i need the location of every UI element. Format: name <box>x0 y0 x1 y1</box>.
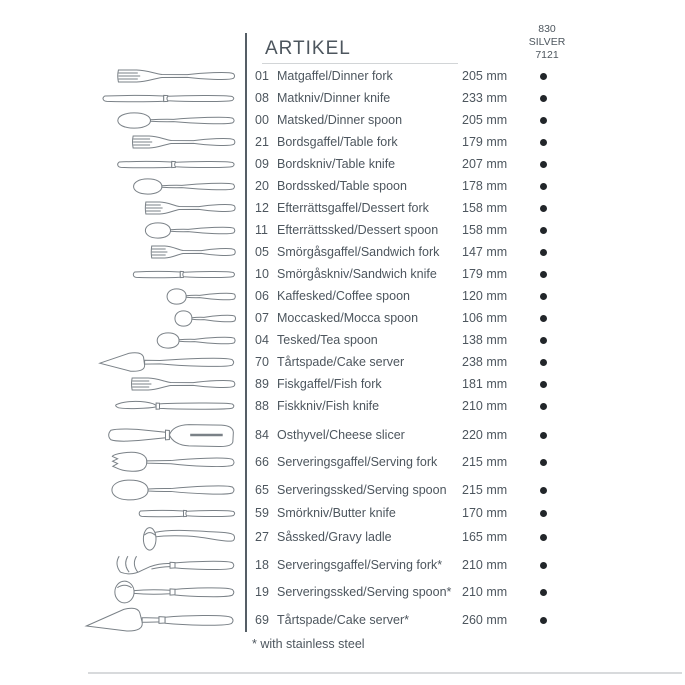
article-number: 18 <box>255 558 269 572</box>
table-row <box>0 153 685 175</box>
article-number: 27 <box>255 530 269 544</box>
cutlery-illustration-cell <box>0 221 247 240</box>
availability-dot <box>540 271 547 278</box>
availability-dot-cell <box>535 589 551 596</box>
article-length: 170 mm <box>462 506 508 520</box>
availability-dot-cell <box>535 432 551 439</box>
availability-dot <box>540 432 547 439</box>
article-number: 00 <box>255 113 269 127</box>
availability-dot <box>540 589 547 596</box>
availability-dot-cell <box>535 249 551 256</box>
article-name: Serveringssked/Serving spoon* <box>277 585 452 599</box>
availability-dot-cell <box>535 487 551 494</box>
availability-dot <box>540 617 547 624</box>
sandwich-knife-illustration <box>131 267 237 282</box>
article-name: Såssked/Gravy ladle <box>277 530 392 544</box>
cutlery-illustration-cell <box>0 309 247 328</box>
availability-dot <box>540 117 547 124</box>
article-number: 70 <box>255 355 269 369</box>
article-name: Efterrättsgaffel/Dessert fork <box>277 201 429 215</box>
availability-dot <box>540 562 547 569</box>
article-name: Osthyvel/Cheese slicer <box>277 428 405 442</box>
table-row <box>0 307 685 329</box>
sandwich-fork-illustration <box>150 242 237 262</box>
article-number: 07 <box>255 311 269 325</box>
availability-dot <box>540 487 547 494</box>
article-number: 84 <box>255 428 269 442</box>
series-code <box>513 23 581 62</box>
cutlery-illustration-cell <box>0 553 247 577</box>
article-length: 147 mm <box>462 245 508 259</box>
article-number: 05 <box>255 245 269 259</box>
availability-dot <box>540 161 547 168</box>
article-length: 158 mm <box>462 201 508 215</box>
table-row <box>0 87 685 109</box>
table-row <box>0 197 685 219</box>
article-name: Kaffesked/Coffee spoon <box>277 289 410 303</box>
availability-dot-cell <box>535 337 551 344</box>
serving-fork-steel-illustration <box>113 553 237 577</box>
availability-dot <box>540 459 547 466</box>
availability-dot-cell <box>535 534 551 541</box>
cutlery-illustration-cell <box>0 478 247 502</box>
availability-dot-cell <box>535 271 551 278</box>
cutlery-illustration-cell <box>0 157 247 172</box>
article-number: 65 <box>255 483 269 497</box>
availability-dot-cell <box>535 381 551 388</box>
availability-dot-cell <box>535 95 551 102</box>
article-length: 215 mm <box>462 483 508 497</box>
article-number: 59 <box>255 506 269 520</box>
butter-knife-illustration <box>137 506 237 521</box>
availability-dot <box>540 183 547 190</box>
cheese-slicer-illustration <box>107 422 237 448</box>
tea-spoon-illustration <box>156 331 237 350</box>
article-name: Matsked/Dinner spoon <box>277 113 403 127</box>
article-name: Bordskniv/Table knife <box>277 157 396 171</box>
article-name: Efterrättssked/Dessert spoon <box>277 223 439 237</box>
availability-dot-cell <box>535 459 551 466</box>
gravy-ladle-illustration <box>140 523 237 551</box>
article-name: Fiskgaffel/Fish fork <box>277 377 382 391</box>
serving-fork-illustration <box>110 450 237 474</box>
article-number: 08 <box>255 91 269 105</box>
cutlery-illustration-cell <box>0 422 247 448</box>
article-length: 238 mm <box>462 355 508 369</box>
article-name: Moccasked/Mocca spoon <box>277 311 419 325</box>
cutlery-illustration-cell <box>0 350 247 374</box>
bottom-rule <box>88 672 682 674</box>
article-number: 21 <box>255 135 269 149</box>
article-name: Fiskkniv/Fish knife <box>277 399 380 413</box>
article-number: 06 <box>255 289 269 303</box>
article-length: 260 mm <box>462 613 508 627</box>
article-length: 179 mm <box>462 135 508 149</box>
cutlery-illustration-cell <box>0 579 247 605</box>
availability-dot <box>540 73 547 80</box>
page-title: ARTIKEL <box>265 38 351 59</box>
article-name: Matkniv/Dinner knife <box>277 91 391 105</box>
article-number: 10 <box>255 267 269 281</box>
article-length: 138 mm <box>462 333 508 347</box>
table-row <box>0 65 685 87</box>
article-length: 207 mm <box>462 157 508 171</box>
availability-dot-cell <box>535 205 551 212</box>
article-length: 165 mm <box>462 530 508 544</box>
availability-dot <box>540 205 547 212</box>
table-row <box>0 263 685 285</box>
availability-dot-cell <box>535 359 551 366</box>
article-length: 215 mm <box>462 455 508 469</box>
article-length: 179 mm <box>462 267 508 281</box>
cutlery-illustration-cell <box>0 177 247 196</box>
article-name: Serveringsgaffel/Serving fork* <box>277 558 443 572</box>
coffee-spoon-illustration <box>166 287 237 306</box>
cutlery-illustration-cell <box>0 398 247 414</box>
cutlery-illustration-cell <box>0 198 247 218</box>
availability-dot <box>540 403 547 410</box>
availability-dot-cell <box>535 183 551 190</box>
availability-dot-cell <box>535 161 551 168</box>
article-number: 11 <box>255 223 268 237</box>
dinner-knife-illustration <box>100 91 237 106</box>
availability-dot <box>540 293 547 300</box>
cutlery-illustration-cell <box>0 242 247 262</box>
table-row <box>0 479 685 501</box>
availability-dot-cell <box>535 617 551 624</box>
article-length: 178 mm <box>462 179 508 193</box>
table-row <box>0 285 685 307</box>
serving-spoon-illustration <box>110 478 237 502</box>
fish-knife-illustration <box>113 398 237 414</box>
cutlery-illustration-cell <box>0 374 247 394</box>
cutlery-illustration-cell <box>0 331 247 350</box>
fish-fork-illustration <box>130 374 237 394</box>
availability-dot-cell <box>535 139 551 146</box>
dinner-spoon-illustration <box>116 111 237 130</box>
title-underline <box>262 63 458 64</box>
cutlery-illustration-cell <box>0 66 247 86</box>
availability-dot-cell <box>535 117 551 124</box>
article-length: 210 mm <box>462 399 508 413</box>
availability-dot-cell <box>535 510 551 517</box>
article-length: 205 mm <box>462 113 508 127</box>
article-number: 01 <box>255 69 269 83</box>
availability-dot-cell <box>535 403 551 410</box>
availability-dot-cell <box>535 227 551 234</box>
availability-dot <box>540 227 547 234</box>
article-name: Tårtspade/Cake server* <box>277 613 410 627</box>
table-row <box>0 451 685 473</box>
table-row <box>0 424 685 446</box>
cutlery-illustration-cell <box>0 506 247 521</box>
availability-dot-cell <box>535 73 551 80</box>
article-number: 12 <box>255 201 269 215</box>
article-length: 205 mm <box>462 69 508 83</box>
article-number: 89 <box>255 377 269 391</box>
article-name: Bordssked/Table spoon <box>277 179 407 193</box>
article-length: 106 mm <box>462 311 508 325</box>
table-row <box>0 581 685 603</box>
availability-dot-cell <box>535 315 551 322</box>
article-name: Smörkniv/Butter knife <box>277 506 396 520</box>
series-code-line3: 7121 <box>535 49 559 61</box>
article-name: Tårtspade/Cake server <box>277 355 405 369</box>
availability-dot <box>540 139 547 146</box>
article-table <box>0 65 685 631</box>
article-length: 158 mm <box>462 223 508 237</box>
availability-dot <box>540 510 547 517</box>
availability-dot <box>540 249 547 256</box>
table-row <box>0 609 685 631</box>
availability-dot <box>540 95 547 102</box>
cutlery-illustration-cell <box>0 287 247 306</box>
article-number: 04 <box>255 333 269 347</box>
article-length: 210 mm <box>462 585 508 599</box>
series-code-line2: SILVER <box>528 36 566 48</box>
table-row <box>0 554 685 576</box>
availability-dot <box>540 534 547 541</box>
article-length: 220 mm <box>462 428 508 442</box>
footnote: * with stainless steel <box>252 637 365 651</box>
cake-server-steel-illustration <box>84 605 237 635</box>
series-code-line1: 830 <box>538 23 556 35</box>
cutlery-illustration-cell <box>0 111 247 130</box>
table-row <box>0 351 685 373</box>
availability-dot-cell <box>535 562 551 569</box>
cutlery-illustration-cell <box>0 91 247 106</box>
table-row <box>0 502 685 524</box>
dessert-spoon-illustration <box>144 221 237 240</box>
table-row <box>0 329 685 351</box>
cake-server-illustration <box>97 350 237 374</box>
article-name: Bordsgaffel/Table fork <box>277 135 398 149</box>
table-row <box>0 395 685 417</box>
table-row <box>0 219 685 241</box>
cutlery-illustration-cell <box>0 523 247 551</box>
serving-spoon-steel-illustration <box>113 579 237 605</box>
table-row <box>0 373 685 395</box>
article-name: Serveringssked/Serving spoon <box>277 483 447 497</box>
article-number: 88 <box>255 399 269 413</box>
article-length: 233 mm <box>462 91 508 105</box>
cutlery-illustration-cell <box>0 450 247 474</box>
availability-dot <box>540 359 547 366</box>
article-name: Serveringsgaffel/Serving fork <box>277 455 438 469</box>
availability-dot <box>540 381 547 388</box>
table-fork-illustration <box>131 132 237 152</box>
article-name: Smörgåsgaffel/Sandwich fork <box>277 245 440 259</box>
article-number: 20 <box>255 179 269 193</box>
article-name: Tesked/Tea spoon <box>277 333 378 347</box>
article-number: 09 <box>255 157 269 171</box>
cutlery-illustration-cell <box>0 132 247 152</box>
article-name: Smörgåskniv/Sandwich knife <box>277 267 437 281</box>
table-row <box>0 241 685 263</box>
dinner-fork-illustration <box>116 66 237 86</box>
cutlery-illustration-cell <box>0 605 247 635</box>
article-length: 120 mm <box>462 289 508 303</box>
table-row <box>0 131 685 153</box>
availability-dot <box>540 315 547 322</box>
availability-dot <box>540 337 547 344</box>
article-name: Matgaffel/Dinner fork <box>277 69 393 83</box>
table-row <box>0 109 685 131</box>
cutlery-illustration-cell <box>0 267 247 282</box>
table-row <box>0 175 685 197</box>
table-spoon-illustration <box>132 177 237 196</box>
article-number: 19 <box>255 585 269 599</box>
mocca-spoon-illustration <box>174 309 237 328</box>
article-number: 66 <box>255 455 269 469</box>
article-number: 69 <box>255 613 269 627</box>
article-length: 210 mm <box>462 558 508 572</box>
table-knife-illustration <box>115 157 237 172</box>
availability-dot-cell <box>535 293 551 300</box>
table-row <box>0 526 685 548</box>
dessert-fork-illustration <box>144 198 237 218</box>
article-length: 181 mm <box>462 377 508 391</box>
